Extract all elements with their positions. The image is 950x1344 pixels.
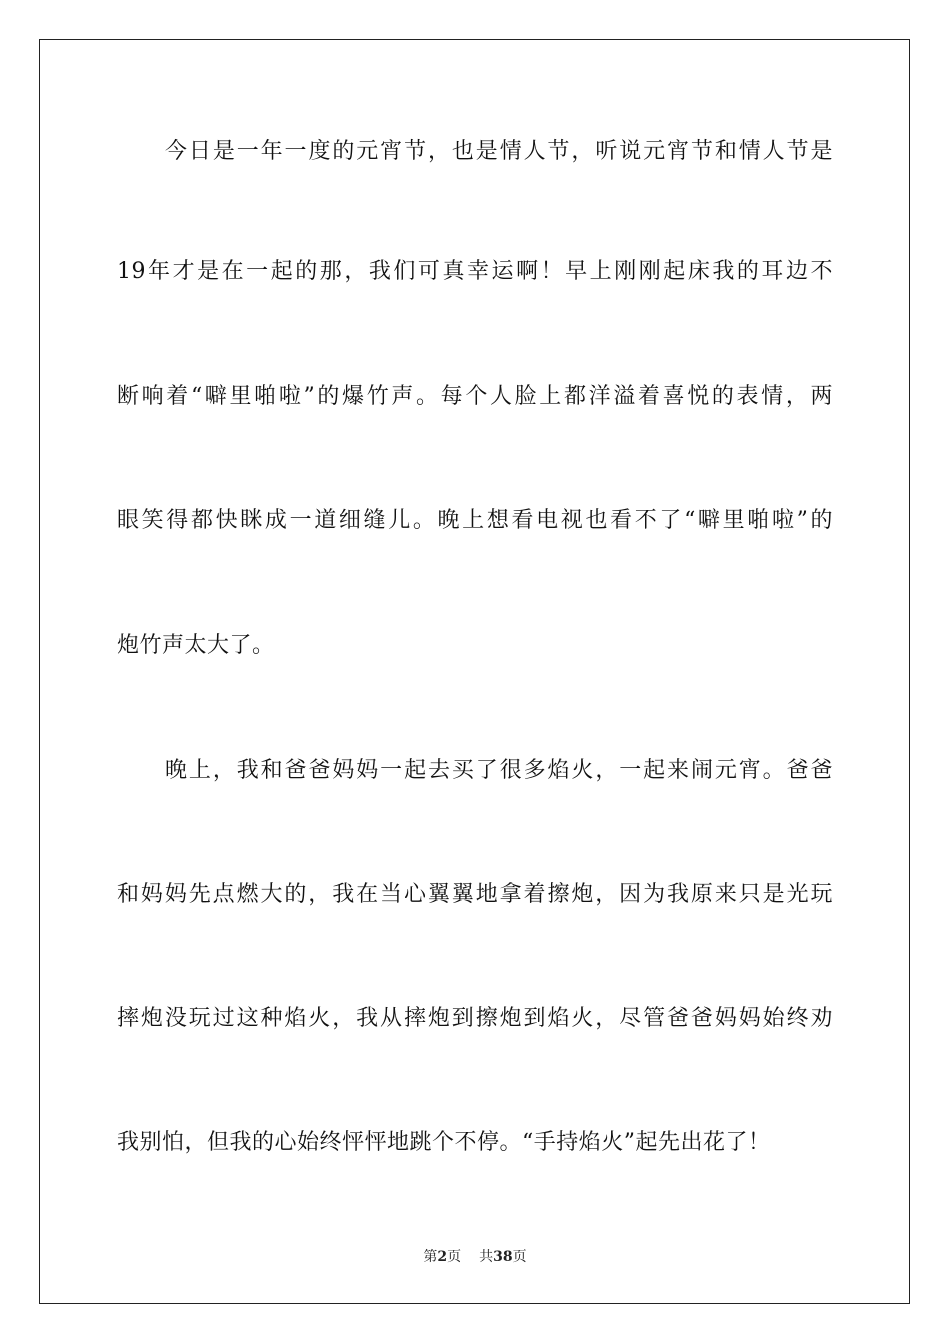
paragraph-2-line-3: 摔炮没玩过这种焰火，我从摔炮到擦炮到焰火，尽管爸爸妈妈始终劝 (117, 1006, 833, 1031)
footer-page-suffix: 页 (447, 1249, 462, 1265)
footer-total-suffix: 页 (512, 1249, 527, 1265)
page-border (39, 39, 910, 1304)
footer-total-pages: 38 (493, 1249, 513, 1265)
footer-total-prefix: 共 (479, 1249, 494, 1265)
paragraph-1-line-2: 19年才是在一起的那，我们可真幸运啊！早上刚刚起床我的耳边不 (117, 259, 833, 284)
paragraph-2-line-4: 我别怕，但我的心始终怦怦地跳个不停。“手持焰火”起先出花了！ (117, 1130, 771, 1155)
footer-page-prefix: 第 (423, 1249, 438, 1265)
page-footer (0, 1247, 950, 1267)
paragraph-1-line-4: 眼笑得都快眯成一道细缝儿。晚上想看电视也看不了“噼里啪啦”的 (117, 508, 833, 533)
paragraph-2-line-2: 和妈妈先点燃大的，我在当心翼翼地拿着擦炮，因为我原来只是光玩 (117, 882, 833, 907)
paragraph-1-line-3: 断响着“噼里啪啦”的爆竹声。每个人脸上都洋溢着喜悦的表情，两 (117, 384, 833, 409)
footer-page-number: 2 (437, 1249, 448, 1265)
paragraph-2-line-1: 晚上，我和爸爸妈妈一起去买了很多焰火，一起来闹元宵。爸爸 (165, 758, 833, 783)
paragraph-1-line-5: 炮竹声太大了。 (117, 633, 275, 658)
paragraph-1-line-1: 今日是一年一度的元宵节，也是情人节，听说元宵节和情人节是 (165, 139, 833, 164)
